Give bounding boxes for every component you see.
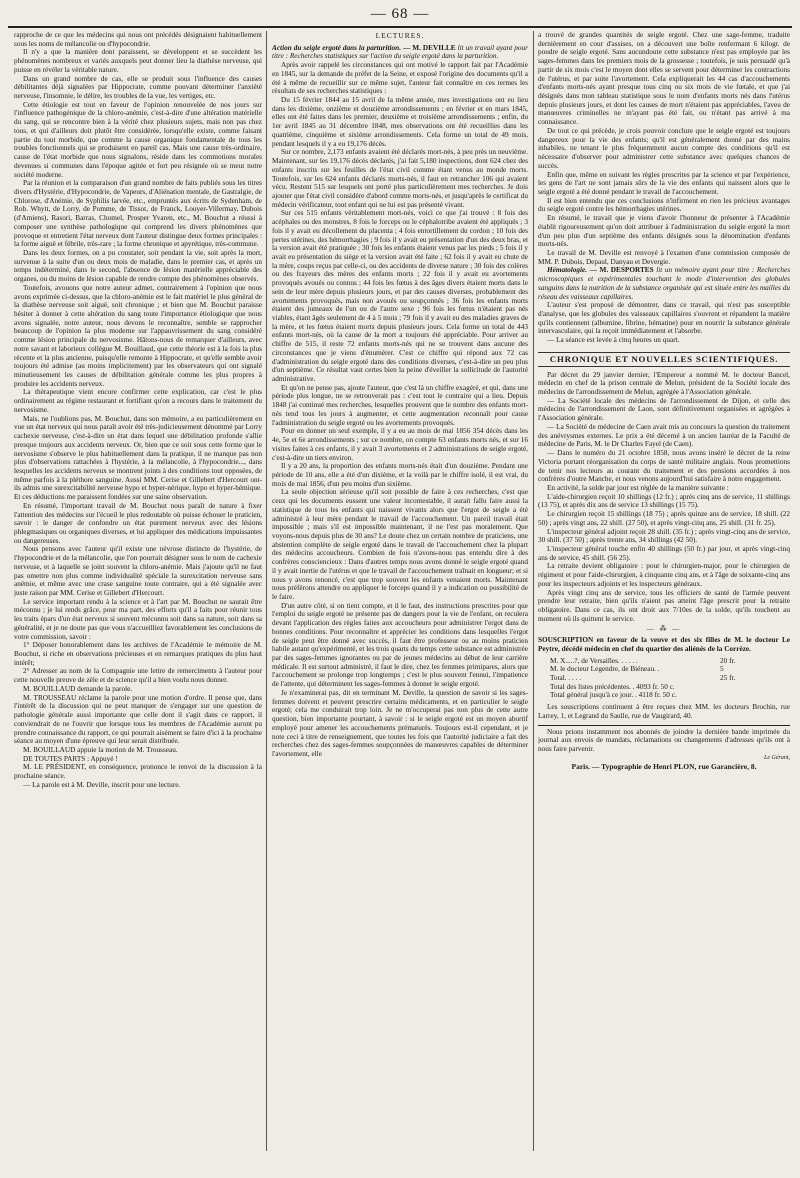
paragraph: Dans les deux formes, on a pu constater, soit pendant la vie, soit après la mort, survenue à la suite d'un ou deux mois de maladie, dans le premier cas, et après un temps indéterminé, dans le second, l'absence de lésion matérielle appréciable des organes, ou du moins de lésion capable de rendre compte des phénomènes observés. xyxy=(14,248,262,284)
paragraph: La thérapeutique vient encore confirmer cette explication, car c'est le plus ordinairement au régime restaurant et fortifiant qu'on a recours dans le traitement du nervosisme. xyxy=(14,388,262,414)
paragraph: Par décret du 29 janvier dernier, l'Empereur a nommé M. le docteur Bancel, médecin en chef de la prison centrale de Melun, président de la Société locale des médecins de l'arrondissement de Melun, agrégée à l'Association générale. xyxy=(538,370,790,397)
paragraph: Il est bien entendu que ces conclusions n'infirment en rien les précieux avantages du seigle ergoté contre les hémorrhagies utérines. xyxy=(538,196,790,214)
hematologie-text: lit un mémoire ayant pour titre : Recherches microscopiques et expérimentales touchant le mode d'intervention des globules sanguins dans la nutrition de la substance organisée qui est située entre les mailles du réseau des vaisseaux capillaires. xyxy=(538,266,790,301)
paragraph: L'inspecteur général touche enfin 40 shillings (50 fr.) par jour, et après vingt-cinq ans de service, 45 shill. (56 25). xyxy=(538,544,790,562)
paragraph: En résumé, l'important travail de M. Bouchut nous paraît de nature à fixer l'attention des médecins sur l'écueil le plus redoutable où puisse échouer le praticien, savoir : le danger de confondre un état purement nerveux avec des lésions phlegmasiques ou organiques diverses, et lui appliquer des médications impuissantes ou dangereuses. xyxy=(14,501,262,545)
paragraph: Je n'examinerai pas, dit en terminant M. Deville, la question de savoir si les sages-femmes doivent et peuvent prescrire certains médicaments, et en particulier le seigle ergoté; cela me conduirait trop loin. Je ne m'occuperai pas non plus de cette autre question, bien importante pourtant, à savoir : si le seigle ergoté est un moyen abortif employé pour amener les accouchements prématurés. Toujours est-il cependant, et je note ceci à titre de renseignement, que toutes les fois que l'autorité judiciaire a fait des recherches chez des sages-femmes soupçonnées de manœuvres capables de déterminer l'avortement, elle xyxy=(272,688,528,758)
souscription-amount: 25 fr. xyxy=(720,674,736,683)
lead-title: Action du seigle ergoté dans la parturition. xyxy=(272,43,402,52)
paragraph: Il n'y a que la manière dont paraissent, se développent et se succèdent les phénomènes nombreux et variés auxquels peut donner lieu la diathèse nerveuse, qui puisse en révéler la véritable nature. xyxy=(14,48,262,74)
paragraph: Enfin que, même en suivant les règles prescrites par la science et par l'expérience, les gens de l'art ne sont jamais sûrs de la vie des enfants qui naissent alors que le seigle ergoté a été donné pendant le travail de l'accouchement. xyxy=(538,170,790,196)
gerant-signature: Le Gérant, xyxy=(764,754,790,761)
paragraph: Le travail de M. Deville est renvoyé à l'examen d'une commission composée de MM. P. Dubois, Depaul, Danyau et Devergie. xyxy=(538,248,790,266)
top-rule xyxy=(8,26,792,28)
paragraph: Sur ces 515 enfants véritablement mort-nés, voici ce que j'ai trouvé : 8 fois des acéphales ou des monstres, 8 fois le forceps ou le céphalotribe avaient été appliqués ; 3 fois il y avait eu décollement du placenta ; 4 fois entortillement du cordon ; 10 fois des pertes utérines, des hémorrhagies ; 9 fois il y avait eu présentation d'un des deux bras, et la version avait été pratiquée ; 30 fois les enfants étaient venus par les pieds ; 5 fois il y avait eu présentation du siège et la version avait été faite ; 62 fois il y avait eu chute de la mère, coups reçus par celle-ci, ou des accidents de diverse nature ; 30 fois des colères ou des frayeurs des mères des enfants morts ; 22 fois il y avait eu avortements provoqués avoués ou connus ; 44 fois les fœtus à des âges divers étaient morts dans le sein de leur mère depuis plusieurs jours, et par des causes diverses, probablement des avortements provoqués, mais non avoués ou soupçonnés ; 36 fois les enfants morts étaient des jumeaux de l'un ou de l'autre sexe ; 96 fois les fœtus n'étaient pas nés viables, étant âgés seulement de 4 à 5 mois ; 79 fois il y avait eu des maladies graves de la mère, et les fœtus étaient morts depuis plusieurs jours. Cela forme un total de 443 enfants mort-nés, où la cause de la mort a toujours été appréciable. Pour arriver au chiffre de 515, il reste 72 enfants morts-nés qui ne se trouvent dans aucune des circonstances que je viens d'énumérer. C'est ce chiffre qui répond aux 72 cas d'administration du seigle ergoté dans des conditions diverses, c'est-à-dire un peu plus d'un septième. Ce résultat vaut certes bien la peine d'éveiller la sollicitude de l'autorité administrative. xyxy=(272,209,528,384)
paragraph: Et qu'on ne pense pas, ajoute l'auteur, que c'est là un chiffre exagéré, et qui, dans une période plus longue, ne se retrouverait pas : c'est tout le contraire qui a lieu. Depuis 1848 j'ai continué mes recherches, lesquelles prouvent que le nombre des enfants mort-nés tend tous les jours à augmenter, et cette augmentation reconnaît pour cause l'administration du seigle ergoté ou les avortements provoqués. xyxy=(272,383,528,427)
page-number: — 68 — xyxy=(370,6,430,22)
paragraph: Toutefois, avouons que notre auteur admet, contrairement à l'opinion que nous avons exprimée ci-dessus, que la chloro-anémie est le fait matériel le plus général de la diathèse nerveuse soit aiguë, soit chronique ; et bien que M. Bouchut paraisse hésiter à donner à cette altération du sang toute l'importance étiologique que nous avons signalée, notre auteur, nous devons le reconnaître, semble se rapprocher beaucoup de l'opinion la plus moderne sur l'appauvrissement du sang considéré comme lésion principale du nervosisme. Hâtons-nous de remarquer d'ailleurs, avec notre savant et laborieux collègue M. Bouillaud, que cette théorie est à la fois la plus récente et la plus ancienne, puisqu'elle remonte à Hippocrate, et qu'elle semble avoir toujours été admise (au moins implicitement) par les observateurs qui ont signalé minutieusement les causes de débilitation générale comme les plus propres à produire les accidents nerveux. xyxy=(14,283,262,388)
paragraph: — Dans le numéro du 21 octobre 1858, nous avons inséré le décret de la reine Victoria portant réorganisation du corps de santé militaire anglais. Nous promettions de tenir nos lecteurs au courant du traitement et des pensions accordées à nos confrères d'outre Manche, et nous venons aujourd'hui satisfaire à notre engagement. xyxy=(538,449,790,484)
souscription-label: M. X.....?, de Versailles. . . . . . xyxy=(550,656,638,665)
paragraph: Par la réunion et la comparaison d'un grand nombre de faits publiés sous les titres divers d'Hystérie, d'Hypocondrie, de Vapeurs, d'Aliénation mentale, de Gastralgie, de Chlorose, d'Anémie, de Syphilis larvée, etc., empruntés aux écrits de Sydenham, de Rob. Whytt, de Lorry, de Pomme, de Tissot, de Franck, Louyer-Villermay, Dubois (d'Amiens), Rasori, Barras, Chomel, Prosper Yvaren, etc., M. Bouchut a réussi à composer une synthèse pathologique qui comprend les divers phénomènes que provoque et entretient l'état nerveux dont l'auteur distingue deux formes principales : la forme aiguë et fébrile, très-rare ; la forme chronique et apyrétique, très-commune. xyxy=(14,179,262,249)
paragraph: M. TROUSSEAU réclame la parole pour une motion d'ordre. Il pense que, dans l'intérêt de la discussion qui ne peut manquer de s'engager sur une question de pathologie générale aussi importante que celle dont il s'agit dans ce rapport, il conviendrait de ne l'ouvrir que lorsque tous les membres de l'Académie auront pu prendre connaissance du rapport, ce qui pourrait aisément se faire d'ici à la prochaine séance au moyen d'une épreuve qui leur serait distribuée. xyxy=(14,693,262,746)
paragraph: Du 15 février 1844 au 15 avril de la même année, mes investigations ont eu lieu dans les dixième, onzième et douzième arrondissements ; en février et en mars 1845, elles ont été faites dans les premier, deuxième et troisième arrondissements ; enfin, du 1er avril 1845 au 31 décembre 1848, mes observations ont été recueillies dans les quatrième, cinquième et sixième arrondissements. Cela forme un total de 49 mois, pendant lesquels il y a eu 19,176 décès. xyxy=(272,96,528,148)
ornament-divider: — ⁂ — xyxy=(646,625,682,634)
souscription-row xyxy=(550,657,774,666)
paragraph: D'un autre côté, si on tient compte, et il le faut, des instructions prescrites pour que l'emploi du seigle ergoté ne présente pas de dangers pour la vie de l'enfant, on reculera devant l'application des règles faites aux accoucheurs pour administrer l'ergot dans de bonnes conditions. Pour reconnaître et apprécier les conditions dans lesquelles l'ergot de seigle peut être donné avec succès, il faut être professeur ou au moins praticien habile autant qu'expérimenté, et les trois quarts du temps cette substance est administrée par des sages-femmes ignorantes ou par de jeunes médecins au début de leur carrière médicale. Il est surtout administré, il faut le dire, chez les femmes primipares, alors que l'accouchement se prolonge trop longtemps ; c'est le plus souvent l'ennui, l'impatience de l'attente, qui déterminent les sages-femmes à donner le seigle ergoté. xyxy=(272,601,528,689)
paragraph: L'auteur s'est proposé de démontrer, dans ce travail, qui n'est pas susceptible d'analyse, que les globules des vaisseaux capillaires s'ouvrent et répandent la matière qu'ils contiennent (albumine, fibrine, hématine) pour en nourrir la substance générale intervasculaire, qui la reçoit immédiatement et l'absorbe. xyxy=(538,301,790,336)
column-left xyxy=(14,31,262,1151)
paragraph: L'aide-chirurgien reçoit 10 shillings (12 fr.) ; après cinq ans de service, 11 shillings (13 75), et après dix ans de service 13 shillings (15 75). xyxy=(538,492,790,510)
paragraph: Le service important rendu à la science et à l'art par M. Bouchut ne saurait être méconnu ; je lui rends grâce, pour ma part, des efforts qu'il a faits pour réunir tous les traits épars d'un état nerveux si souvent méconnu soit dans sa nature, soit dans sa généralité, et je ne doute pas que vous n'accueilliez favorablement les conclusions de votre commission, savoir : xyxy=(14,597,262,641)
paragraph: Il y a 20 ans, la proportion des enfants morts-nés était d'un douzième. Pendant une période de 10 ans, elle a été d'un dixième, et la voilà par le chiffre isolé, il est vrai, du mois de mai 1856, d'un peu moins d'un sixième. xyxy=(272,462,528,488)
paragraph: Sur ce nombre, 2,173 enfants avaient été déclarés mort-nés, à peu près un neuvième. Maintenant, sur les 19,176 décès déclarés, j'ai fait 5,180 inspections, dont 624 chez des enfants inscrits sur les feuilles de l'état civil comme étant venus au monde morts. Toutefois, sur les 624 enfants déclarés morts-nés, il faut en retrancher 106 qui avaient vécu. Restent 515 sur lesquels ont porté plus particulièrement mes recherches. Je dois ajouter que l'état civil considère d'abord comme morts-nés, et jusqu'après le certificat du médecin vérificateur, tout enfant qui ne lui est pas présenté vivant. xyxy=(272,148,528,209)
paragraph: Nous pensons avec l'auteur qu'il existe une névrose distincte de l'hystérie, de l'hypocondrie et de la mélancolie, que l'on pourrait désigner sous le nom de cachexie nerveuse, et à laquelle se joint souvent la chloro-anémie. Mais j'ajoute qu'il ne faut pas omettre non plus comme individualité spéciale la surexcitation nerveuse sans anémie, et même avec une crase sanguine toute contraire, qui a été signalée avec juste raison par MM. Cerise et Gillebert d'Hercourt. xyxy=(14,545,262,597)
paragraph: — La parole est à M. Deville, inscrit pour une lecture. xyxy=(23,780,181,789)
paragraph: — La Société locale des médecins de l'arrondissement de Dijon, et celle des médecins de l'arrondissement de Laon, sont définitivement organisées et agrégées à l'Association générale. xyxy=(538,396,790,423)
souscription-row xyxy=(550,683,774,692)
paragraph: De tout ce qui précède, je crois pouvoir conclure que le seigle ergoté est toujours dangereux pour la vie des enfants; qu'il est généralement donné par des mains inhabiles, ne tenant le plus fréquemment aucun compte des conditions qu'il est nécessaire d'observer pour administrer cette substance avec quelques chances de succès. xyxy=(538,126,790,170)
paragraph: Mais, ne l'oublions pas, M. Bouchut, dans son mémoire, a eu particulièrement en vue un état nerveux qui nous paraît avoir été très-judicieusement dénommé par Lorry cachexie nerveuse, c'est-à-dire un état dans lequel une débilitation profonde s'allie presque toujours aux accidents nerveux. Or, bien que ce soit sous cette forme que le nervosisme s'observe le plus habituellement dans la pratique, il ne manque pas non plus d'observations rattachées à l'hystérie, à la mélancolie, à l'hypocondrie..., dans lesquelles les accidents nerveux se montrent joints à des conditions tout opposées, de même parfois à la pléthore sanguine. Aussi MM. Cerise et Gillebert d'Hercourt ont-ils admis une surexcitabilité nerveuse hypo et hyper-nérique, hypo et hyper-hémique. Et ces déductions me paraissent fondées sur une saine observation. xyxy=(14,414,262,502)
section-title-lectures: LECTURES. xyxy=(375,31,425,40)
souscription-amount: 20 fr. xyxy=(720,656,736,665)
souscription-heading: SOUSCRIPTION en faveur de la veuve et des six filles de M. le docteur Le Peytre, décédé médecin en chef du quartier des aliénés de la Corrèze. xyxy=(538,636,790,653)
hematologie-title: Hématologie. xyxy=(547,266,588,275)
paragraph: La seule objection sérieuse qu'il soit possible de faire à ces recherches, c'est que ceux qui les documents eussent une valeur incontestable, il aurait fallu faire aussi la statistique de tous les enfants qui naissent vivants alors que l'ergot de seigle a été administré à leur mère pendant le travail de l'accouchement. Un pareil travail était impossible ; mais s'il est impossible maintenant, il ne l'est pas moralement. Que voyons-nous depuis plus de 30 ans? Le doute chez un certain nombre de praticiens, une abstention complète de seigle ergoté dans le travail de l'accouchement chez la plupart des médecins accoucheurs. Combien de fois n'avons-nous pas entendu dire à des confrères consciencieux : Dans d'autres temps nous avons donné le seigle ergoté quand il y avait inertie de l'utérus et que le travail de l'accouchement traînait en longueur; et si nous y avons renoncé, c'est que trop souvent les enfants venaient morts. Maintenant nous préférons attendre ou appliquer le forceps quand il y a indication ou possibilité de le faire. xyxy=(272,488,528,601)
paragraph: Pour en donner un seul exemple, il y a eu au mois de mai 1856 354 décès dans les 4e, 5e et 6e arrondissements ; sur ce nombre, on compte 63 enfants morts nés, et sur 16 visites faites à ces enfants, il y avait 3 avortements et 2 administrations de seigle ergoté, c'est-à-dire un tiers environ. xyxy=(272,427,528,462)
souscription-table xyxy=(550,657,774,701)
souscription-amount xyxy=(720,683,774,692)
souscription-label: Total. . . . . xyxy=(550,674,582,683)
souscription-amount xyxy=(720,691,774,700)
paragraph: — La séance est levée à cinq heures un quart. xyxy=(547,336,680,345)
paragraph: Dans un grand nombre de cas, elle se produit sous l'influence des causes débilitantes déjà signalées par Hippocrate, comme pouvant déterminer l'anxiété nerveuse, l'insomnie, le délire, les troubles de la vue, les vertiges, etc. xyxy=(14,74,262,101)
paragraph: a trouvé de grandes quantités de seigle ergoté. Chez une sage-femme, traduite dernièrement en cour d'assises, on a découvert une boîte renfermant 6 kilogr. de poudre de seigle ergoté. Sans aucundoute cette substance n'est pas employée par les sages-femmes dans les premiers mois de la grossesse ; toutefois, je suis persuadé qu'à partir de six mois c'est le moyen dont elles se servent pour déterminer les contractions de l'utérus, et par suite l'avortement. Cela expliquerait les 44 cas d'accouchements d'enfants morts-nés ayant presque tous cinq ou six mois de vie fœtale, et que j'ai désignés dans mon tableau statistique sous le nom d'enfants morts nés dans l'utérus depuis plusieurs jours, et dont les causes de mort n'étaient pas appréciables, l'aveu de manœuvres criminelles ne m'ayant pas été fait, ou n'étant pas arrivé à ma connaissance. xyxy=(538,31,790,127)
paragraph: M. LE PRÉSIDENT, en conséquence, prononce le renvoi de la discussion à la prochaine séance. xyxy=(14,763,262,781)
hematologie-paragraph xyxy=(538,266,790,301)
paragraph: Cette étiologie est tout en faveur de l'opinion renouvelée de nos jours sur l'influence pathogénique de la chloro-anémie, c'est-à-dire d'une altération matérielle du sang, qui se rencontre bien à la vérité chez plusieurs sujets, mais non pas chez tous, et qui d'ailleurs doit plutôt être considérée, lorsqu'elle existe, comme faisant partie du tout morbide, que comme la cause organique fondamentale de tous les troubles fonctionnels qui se produisent en pareil cas. Mais une cause très-ordinaire, cause de l'état morbide que nous signalons, réside dans les commotions morales devenues si communes dans l'époque agitée et fort peu résignée où se meut notre société moderne. xyxy=(14,100,262,179)
paragraph: En résumé, le travail que je viens d'avoir l'honneur de présenter à l'Académie établit rigoureusement qu'on doit attribuer à l'administration du seigle ergoté la mort d'un peu plus d'un septième des enfants désignés sous la dénomination d'enfants morts-nés. xyxy=(538,214,790,249)
lead-paragraph xyxy=(272,44,528,61)
paragraph: 2° Adresser au nom de la Compagnie une lettre de remerciments à l'auteur pour cette nouvelle preuve de zèle et de science qu'il a bien voulu nous donner. xyxy=(14,667,262,685)
paragraph: 1° Déposer honorablement dans les archives de l'Académie le mémoire de M. Bouchut, si riche en observations précieuses et en remarques pratiques du plus haut intérêt; xyxy=(14,641,262,667)
paragraph: Le chirurgien reçoit 15 shillings (18 75) ; après quinze ans de service, 18 shill. (22 50) ; après vingt ans, 22 shill. (27 50), et après vingt-cinq ans, 25 shill. (31 fr. 25). xyxy=(538,510,790,527)
column-right xyxy=(538,31,790,1151)
paragraph: DE TOUTES PARTS : Appuyé ! xyxy=(23,754,118,763)
notice-paragraph: Nous prions instamment nos abonnés de joindre la dernière bande imprimée du journal aux envois de mandats, réclamations ou changements d'adresses qu'ils ont à nous faire parvenir. xyxy=(538,727,790,754)
paragraph: — La Société de médecine de Caen avait mis au concours la question du traitement des anévrysmes externes. Le prix a été décerné à un ancien lauréat de la Faculté de médecine de Paris, M. le Dr Charles Fayel (de Caen). xyxy=(538,422,790,449)
paragraph: Les souscriptions continuent à être reçues chez MM. les docteurs Brochin, rue Larrey, 1, et Legrand du Saulle, rue de Vaugirard, 40. xyxy=(538,703,790,720)
printer-imprint: Paris. — Typographie de Henri PLON, rue Garancière, 8. xyxy=(571,761,757,771)
souscription-label: Total général jusqu'à ce jour. . 4118 fr. 50 c. xyxy=(550,691,677,700)
paragraph: L'inspecteur général adjoint reçoit 28 shill. (35 fr.) ; après vingt-cinq ans de service, 30 shill. (37 50) ; après trente ans, 34 shillings (42 50). xyxy=(538,527,790,545)
souscription-label: Total des listes précédentes. . 4093 fr. 50 c. xyxy=(550,682,675,691)
souscription-label: M. le docteur Legendre, de Biéneau. . xyxy=(550,665,660,674)
lead-author: — M. DEVILLE xyxy=(403,43,456,52)
paragraph: Après avoir rappelé les circonstances qui ont motivé le rapport fait par l'Académie en 1845, sur la demande du préfet de la Seine, et exposé l'origine des documents qu'il a été à même de recueillir sur ce même sujet, l'auteur fait connaître en ces termes les résultats de ses recherches statistiques : xyxy=(272,61,528,96)
paragraph: M. BOUILLAUD demande la parole. xyxy=(23,684,133,693)
paragraph: M. BOUILLAUD appuie la motion de M. Trousseau. xyxy=(23,745,178,754)
hematologie-author: — M. DESPORTES xyxy=(589,266,654,275)
souscription-row xyxy=(550,691,774,700)
paragraph: Après vingt cinq ans de service, tous les officiers de santé de l'armée peuvent prendre leur retraite, bien qu'ils n'aient pas atteint l'âge prescrit pour la retraite obligatoire. Dans ce cas, ils ont droit aux 7/10es de la solde, qu'ils touchent au moment où ils quittent le service. xyxy=(538,588,790,623)
souscription-row xyxy=(550,665,774,674)
souscription-row xyxy=(550,674,774,683)
footer-rule xyxy=(538,725,790,726)
column-divider xyxy=(266,31,267,1151)
lead-text: lit un travail ayant pour titre : Recherches statistiques sur l'action du seigle ergoté dans la parturition. xyxy=(272,43,528,61)
paragraph: La retraite devient obligatoire : pour le chirurgien-major, pour le chirurgien de régiment et pour l'aide-chirurgien, à cinquante cinq ans, et à l'âge de soixante-cinq ans pour les inspecteurs adjoints et les inspecteurs généraux. xyxy=(538,562,790,588)
column-middle xyxy=(272,31,528,1151)
column-divider xyxy=(533,31,534,1151)
chronique-heading: CHRONIQUE ET NOUVELLES SCIENTIFIQUES. xyxy=(538,352,790,367)
paragraph: rapproche de ce que les médecins qui nous ont précédés désignaient habituellement sous les noms de mélancolie ou d'hypocondrie. xyxy=(14,31,262,48)
souscription-amount: 5 xyxy=(720,665,724,674)
paragraph: En activité, la solde par jour est réglée de la manière suivante : xyxy=(547,483,729,492)
